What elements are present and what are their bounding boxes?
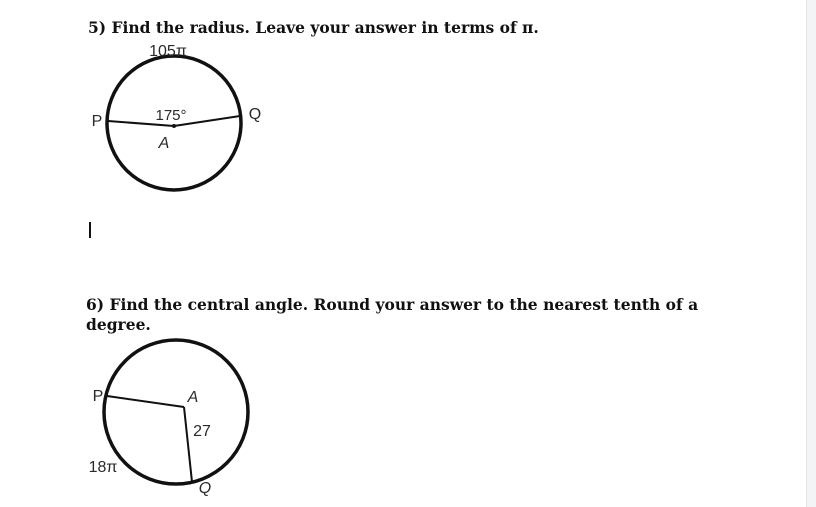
q6-point-p-label: P — [92, 388, 104, 405]
q5-center-label: A — [158, 135, 170, 152]
scrollbar-track[interactable] — [806, 0, 816, 507]
question-6-figure — [80, 330, 280, 500]
q6-radius-aq — [184, 407, 192, 482]
q5-angle-label: 175° — [155, 107, 187, 124]
q5-center-dot — [172, 124, 176, 128]
q6-circle — [104, 340, 248, 484]
question-5-figure — [80, 36, 280, 206]
q6-center-label: A — [187, 389, 199, 406]
question-6-text: 6) Find the central angle. Round your answer to the nearest tenth of a degree. — [86, 295, 699, 334]
q6-point-q-label: Q — [198, 480, 212, 497]
q6-radius-ap — [107, 396, 184, 407]
q5-arc-length-label: 105π — [149, 43, 187, 60]
q5-point-p-label: P — [91, 113, 103, 130]
q6-radius-label: 27 — [193, 423, 211, 440]
q5-point-q-label: Q — [248, 106, 262, 123]
question-5-text: 5) Find the radius. Leave your answer in terms of π. — [88, 18, 539, 37]
text-cursor — [89, 222, 91, 238]
q6-arc-length-label: 18π — [88, 459, 118, 476]
